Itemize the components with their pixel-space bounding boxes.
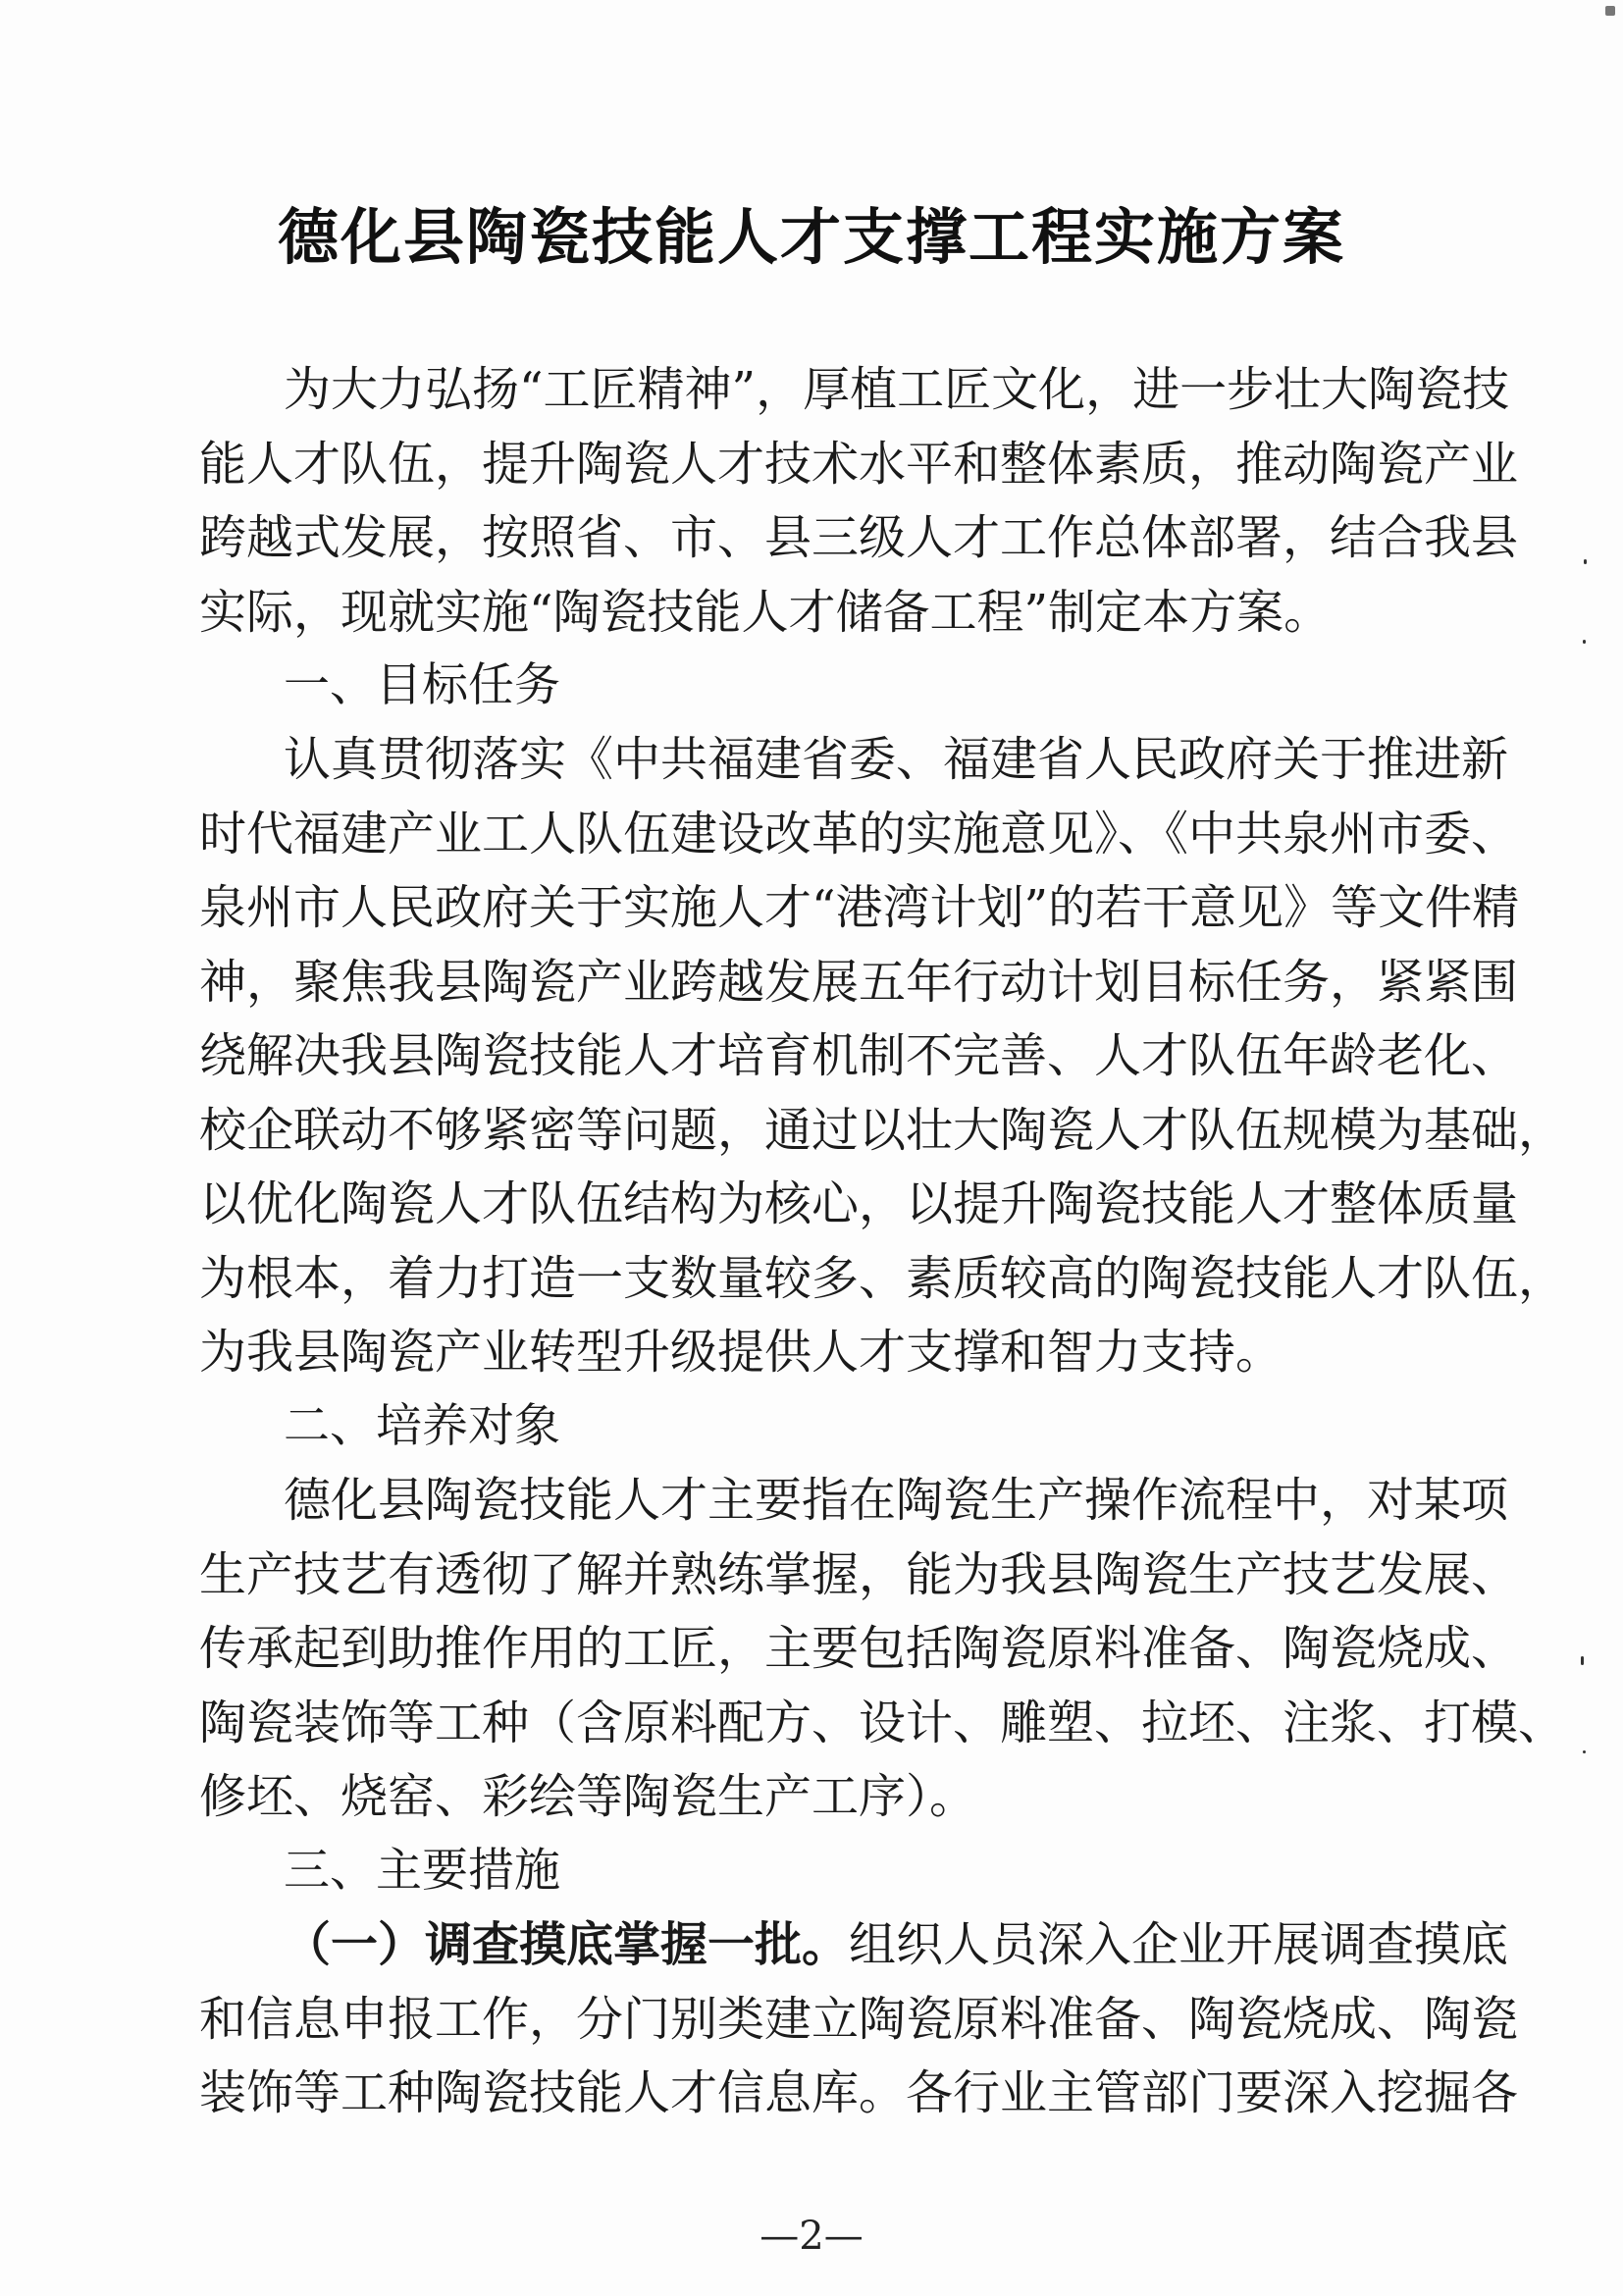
section2-heading: 二、培养对象 <box>284 1399 560 1453</box>
section1-heading: 一、目标任务 <box>284 658 560 712</box>
intro-line-2: 能人才队伍，提升陶瓷人才技术水平和整体素质，推动陶瓷产业 <box>199 437 1519 492</box>
intro-line-3: 跨越式发展，按照省、市、县三级人才工作总体部署，结合我县 <box>199 510 1519 565</box>
scan-speck <box>1605 6 1615 16</box>
section2-line-4: 陶瓷装饰等工种（含原料配方、设计、雕塑、拉坯、注浆、打模、 <box>199 1696 1566 1750</box>
scan-speck <box>1581 1656 1584 1665</box>
section1-line-5: 绕解决我县陶瓷技能人才培育机制不完善、人才队伍年龄老化、 <box>199 1028 1519 1083</box>
scan-speck <box>1583 1750 1586 1753</box>
scan-speck <box>1584 559 1587 564</box>
section2-line-1: 德化县陶瓷技能人才主要指在陶瓷生产操作流程中，对某项 <box>284 1473 1509 1528</box>
section1-line-4: 神，聚焦我县陶瓷产业跨越发展五年行动计划目标任务，紧紧围 <box>199 955 1519 1010</box>
section1-line-8: 为根本，着力打造一支数量较多、素质较高的陶瓷技能人才队伍， <box>199 1251 1566 1306</box>
section3-item1-line-3: 装饰等工种陶瓷技能人才信息库。各行业主管部门要深入挖掘各 <box>199 2065 1519 2120</box>
section3-item1-line-1 <box>284 1914 1509 1975</box>
section1-line-6: 校企联动不够紧密等问题，通过以壮大陶瓷人才队伍规模为基础， <box>199 1103 1566 1158</box>
section3-item1-lead: （一）调查摸底掌握一批。 <box>284 1917 850 1972</box>
section1-line-2: 时代福建产业工人队伍建设改革的实施意见》、《中共泉州市委、 <box>199 807 1519 861</box>
page-number: —2— <box>759 2214 864 2259</box>
section3-item1-text: 组织人员深入企业开展调查摸底 <box>849 1917 1509 1972</box>
intro-line-4: 实际，现就实施“陶瓷技能人才储备工程”制定本方案。 <box>199 585 1332 640</box>
section1-line-7: 以优化陶瓷人才队伍结构为核心，以提升陶瓷技能人才整体质量 <box>199 1176 1519 1231</box>
section2-line-2: 生产技艺有透彻了解并熟练掌握，能为我县陶瓷生产技艺发展、 <box>199 1547 1519 1602</box>
section3-heading: 三、主要措施 <box>284 1844 560 1898</box>
document-title: 德化县陶瓷技能人才支撑工程实施方案 <box>277 201 1345 273</box>
section2-line-3: 传承起到助推作用的工匠，主要包括陶瓷原料准备、陶瓷烧成、 <box>199 1621 1519 1676</box>
section3-item1-line-2: 和信息申报工作，分门别类建立陶瓷原料准备、陶瓷烧成、陶瓷 <box>199 1992 1519 2047</box>
section1-line-9: 为我县陶瓷产业转型升级提供人才支撑和智力支持。 <box>199 1325 1283 1380</box>
scan-speck <box>1583 640 1586 644</box>
section1-line-1: 认真贯彻落实《中共福建省委、福建省人民政府关于推进新 <box>284 732 1509 787</box>
intro-line-1: 为大力弘扬“工匠精神”，厚植工匠文化，进一步壮大陶瓷技 <box>284 362 1510 417</box>
section2-line-5: 修坯、烧窑、彩绘等陶瓷生产工序）。 <box>199 1769 977 1824</box>
section1-line-3: 泉州市人民政府关于实施人才“港湾计划”的若干意见》等文件精 <box>199 880 1520 935</box>
